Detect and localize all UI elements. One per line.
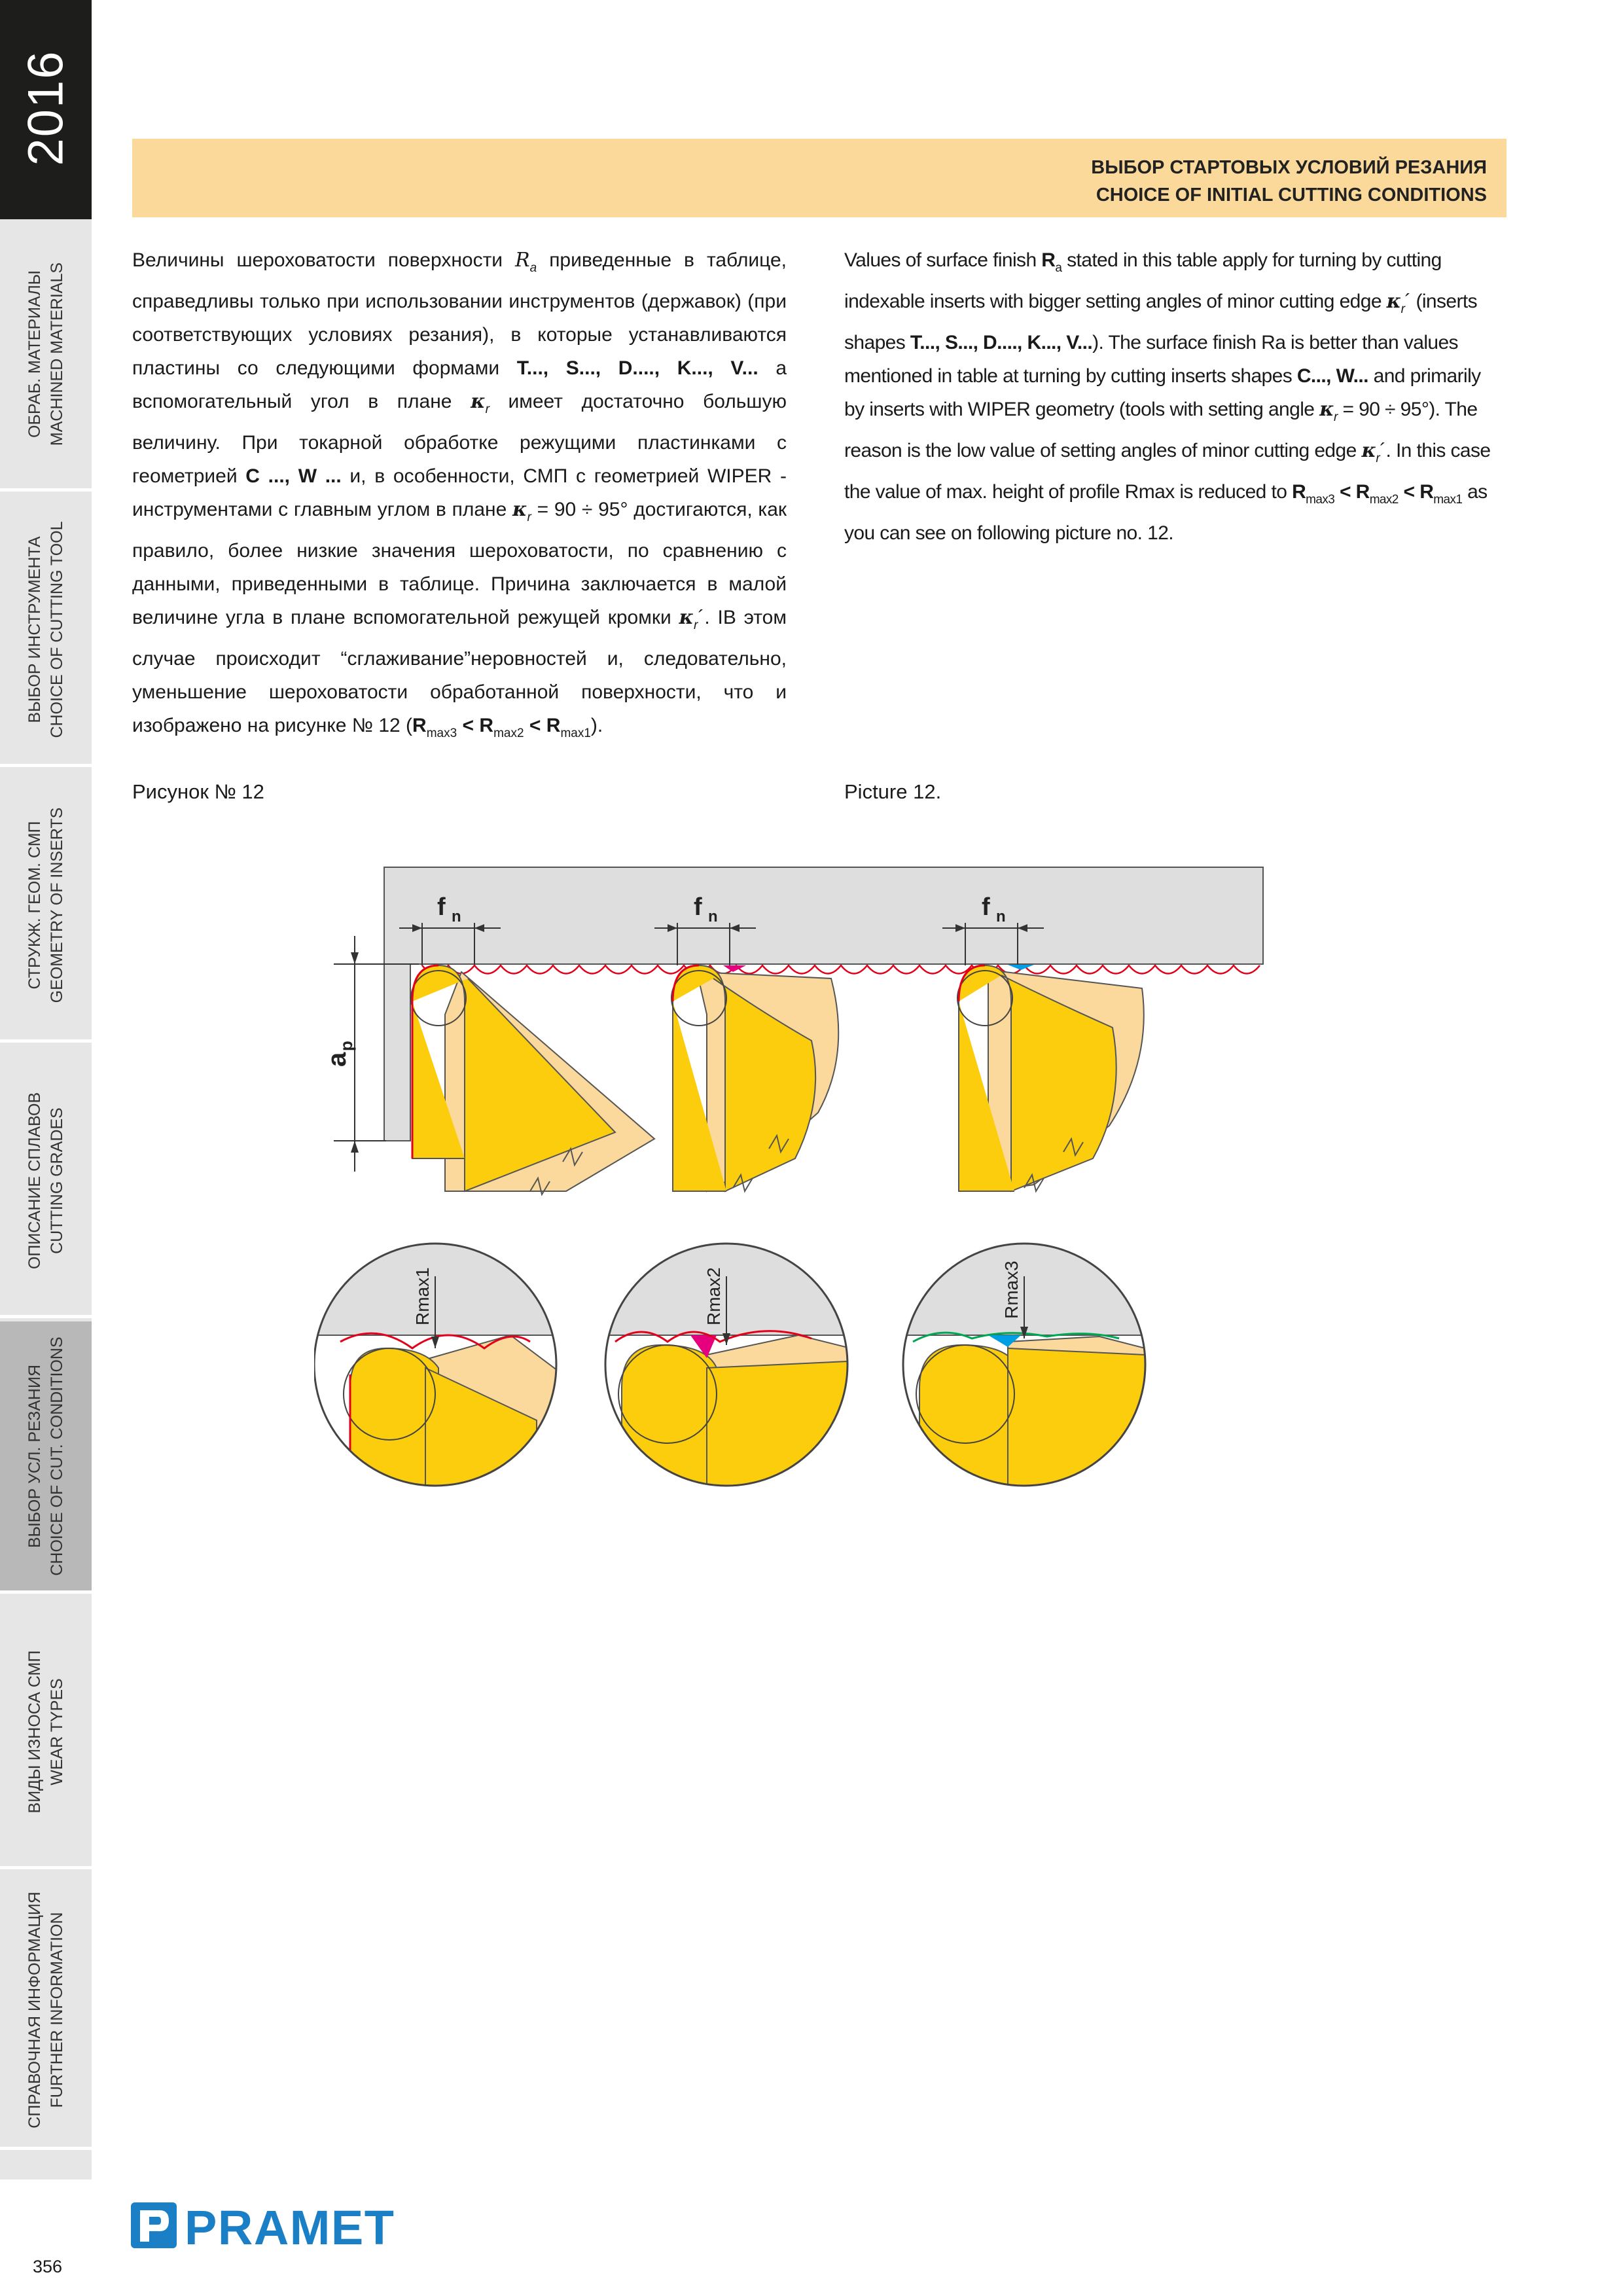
svg-text:p: p xyxy=(336,1041,356,1051)
pramet-logo xyxy=(131,2196,406,2255)
figure-caption-en: Picture 12. xyxy=(844,780,942,803)
sidebar-item-en: CHOICE OF CUTTING TOOL xyxy=(48,520,66,738)
section-title-en: CHOICE OF INITIAL CUTTING CONDITIONS xyxy=(1096,185,1487,206)
sidebar-item-further-information[interactable] xyxy=(0,1873,92,2150)
insert-2 xyxy=(671,965,838,1191)
sidebar-item-ru: СТРУКЖ. ГЕОМ. СМП xyxy=(26,821,44,989)
sidebar-item-en: MACHINED MATERIALS xyxy=(48,262,66,446)
fn-label: f xyxy=(694,893,702,921)
sidebar-item-cutting-tool[interactable] xyxy=(0,495,92,767)
sidebar-item-cutting-grades[interactable] xyxy=(0,1046,92,1318)
rmax1-label: Rmax1 xyxy=(412,1267,433,1325)
figure-caption-ru: Рисунок № 12 xyxy=(132,780,264,803)
sidebar-item-geometry-of-inserts[interactable] xyxy=(0,770,92,1043)
fn-label: f xyxy=(982,893,990,921)
paragraph-en: Values of surface finish $R_a$ stated in this table apply for turning by cutting indexable inserts with bigger setting angles of minor cutting edge $\kappa_r´$ (inserts shapes T..., S..., D...., K..., V...). The surface finish Ra is better than values mentioned in table at turning by cutting inserts shapes C..., W... and primarily by inserts with WIPER geometry (tools with setting angle $\kappa_r = 90 \div 95^\circ$). The reason is the low value of setting angles of minor cutting edge $\kappa_r´$. In this case the value of max. height of profile Rmax is reduced to $R_{max3} < R_{max2} < R_{max1}$ as you can see on following picture no. 12. xyxy=(844,249,1491,544)
svg-text:n: n xyxy=(708,908,718,925)
logo-text: PRAMET xyxy=(185,2200,394,2255)
detail-rmax1 xyxy=(314,1244,563,1486)
sidebar-item-en: CUTTING GRADES xyxy=(48,1107,66,1254)
sidebar-item-en: WEAR TYPES xyxy=(48,1677,66,1785)
section-title-ru: ВЫБОР СТАРТОВЫХ УСЛОВИЙ РЕЗАНИЯ xyxy=(1091,157,1487,178)
svg-text:n: n xyxy=(452,908,461,925)
detail-rmax3 xyxy=(903,1244,1145,1486)
sidebar-item-ru: ВЫБОР ИНСТРУМЕНТА xyxy=(26,535,44,723)
sidebar xyxy=(0,219,92,2179)
surface-profile xyxy=(422,965,1260,974)
page-number: 356 xyxy=(33,2257,63,2276)
ap-label: a xyxy=(323,1052,351,1067)
year-label: 2016 xyxy=(18,50,74,166)
sidebar-item-ru: ВЫБОР УСЛ. РЕЗАНИЯ xyxy=(26,1364,44,1548)
text-column-en xyxy=(844,243,1505,550)
detail-rmax2 xyxy=(605,1244,851,1486)
sidebar-item-ru: ВИДЫ ИЗНОСА СМП xyxy=(26,1650,44,1813)
rmax3-label: Rmax3 xyxy=(1001,1261,1022,1319)
insert-3 xyxy=(957,965,1144,1191)
text-column-ru xyxy=(132,243,787,750)
sidebar-item-en: GEOMETRY OF INSERTS xyxy=(48,807,66,1003)
fn-label: f xyxy=(437,893,446,921)
svg-text:n: n xyxy=(996,908,1006,925)
rmax2-label: Rmax2 xyxy=(704,1267,724,1325)
year-tab xyxy=(0,0,92,219)
sidebar-item-en: FURTHER INFORMATION xyxy=(48,1911,66,2108)
sidebar-item-en: CHOICE OF CUT. CONDITIONS xyxy=(48,1336,66,1576)
sidebar-item-ru: ОПИСАНИЕ СПЛАВОВ xyxy=(26,1092,44,1269)
sidebar-item-ru: ОБРАБ. МАТЕРИАЛЫ xyxy=(26,270,44,438)
paragraph-ru: Величины шероховатости поверхности $R_a$ приведенные в таблице, справедливы только при использовании инструментов (державок) (при соответствующих условиях резания), в которые устанавливаются пластины со следующими формами T..., S..., D...., K..., V... а вспомогательный угол в плане $\kappa_r$ имеет достаточно большую величину. При токарной обработке режущими пластинками с геометрией C ..., W ... и, в особенности, СМП с геометрией WIPER - инструментами с главным углом в плане $\kappa_r = 90 \div 95^\circ$ достигаются, как правило, более низкие значения шероховатости, по сравнению с данными, приведенными в таблице. Причина заключается в малой величине угла в плане вспомогательной режущей кромки $\kappa_r´$. IВ этом случае происходит “сглаживание”неровностей и, следовательно, уменьшение шероховатости обработанной поверхности, что и изображено на рисунке № 12 $(R_{max3} < R_{max2} < R_{max1})$. xyxy=(132,249,787,740)
sidebar-item-machined-materials[interactable] xyxy=(0,219,92,492)
sidebar-item-ru: СПРАВОЧНАЯ ИНФОРМАЦИЯ xyxy=(26,1891,44,2128)
insert-1 xyxy=(411,965,654,1194)
surface-finish-diagram xyxy=(314,851,1283,1545)
sidebar-item-cutting-conditions[interactable] xyxy=(0,1321,92,1594)
sidebar-item-wear-types[interactable] xyxy=(0,1597,92,1869)
section-header xyxy=(132,139,1507,217)
